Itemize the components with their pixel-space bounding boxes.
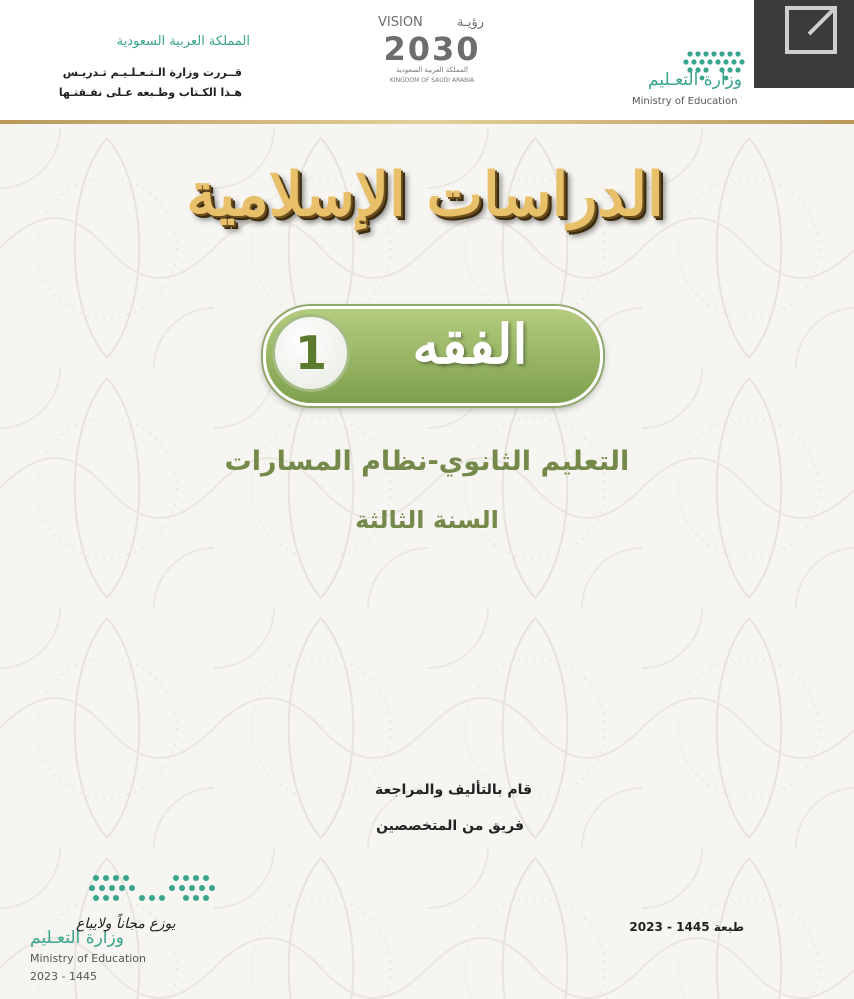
expand-button[interactable] xyxy=(754,0,854,88)
book-title: الدراسات الإسلامية xyxy=(186,160,664,230)
subject-number: 1 xyxy=(272,314,350,392)
vision-word: VISION xyxy=(378,15,423,30)
edition-label: طبعة 1445 - 2023 xyxy=(629,920,744,934)
stamp-ministry-en: Ministry of Education xyxy=(30,952,147,965)
ministry-name-ar: وزارة التعـليم xyxy=(648,70,742,90)
ministry-name-en: Ministry of Education xyxy=(632,96,738,107)
vision-kingdom-ar: المملكة العربية السعودية xyxy=(396,66,468,74)
vision-kingdom-en: KINGDOM OF SAUDI ARABIA xyxy=(389,77,475,84)
decree-line-2: هـذا الكـتاب وطـبعه عـلى نفـقتـها xyxy=(58,86,242,99)
stamp-year: 2023 - 1445 xyxy=(30,970,97,983)
vision-ar: رؤيـة xyxy=(457,15,484,30)
decree-line-1: قــررت وزارة الـتـعـلـيـم تـدريـس xyxy=(62,66,242,79)
stamp-ministry-ar: وزارة التعـليم xyxy=(30,928,124,948)
external-link-icon xyxy=(754,0,854,88)
school-year: السنة الثالثة xyxy=(355,506,499,534)
authors-line-1: قام بالتأليف والمراجعة xyxy=(375,782,532,798)
kingdom-name: المملكة العربية السعودية xyxy=(116,34,250,49)
vision-2030-logo xyxy=(372,10,492,90)
vision-year: 2030 xyxy=(383,30,481,68)
authors-line-2: فريق من المتخصصين xyxy=(376,818,524,834)
header-divider xyxy=(0,120,854,124)
background-pattern xyxy=(0,128,854,999)
subject-name: الفقه xyxy=(412,312,528,376)
education-stage: التعليم الثانوي-نظام المسارات xyxy=(224,446,630,477)
free-distribution-note: يوزع مجاناً ولايباع xyxy=(76,916,176,932)
